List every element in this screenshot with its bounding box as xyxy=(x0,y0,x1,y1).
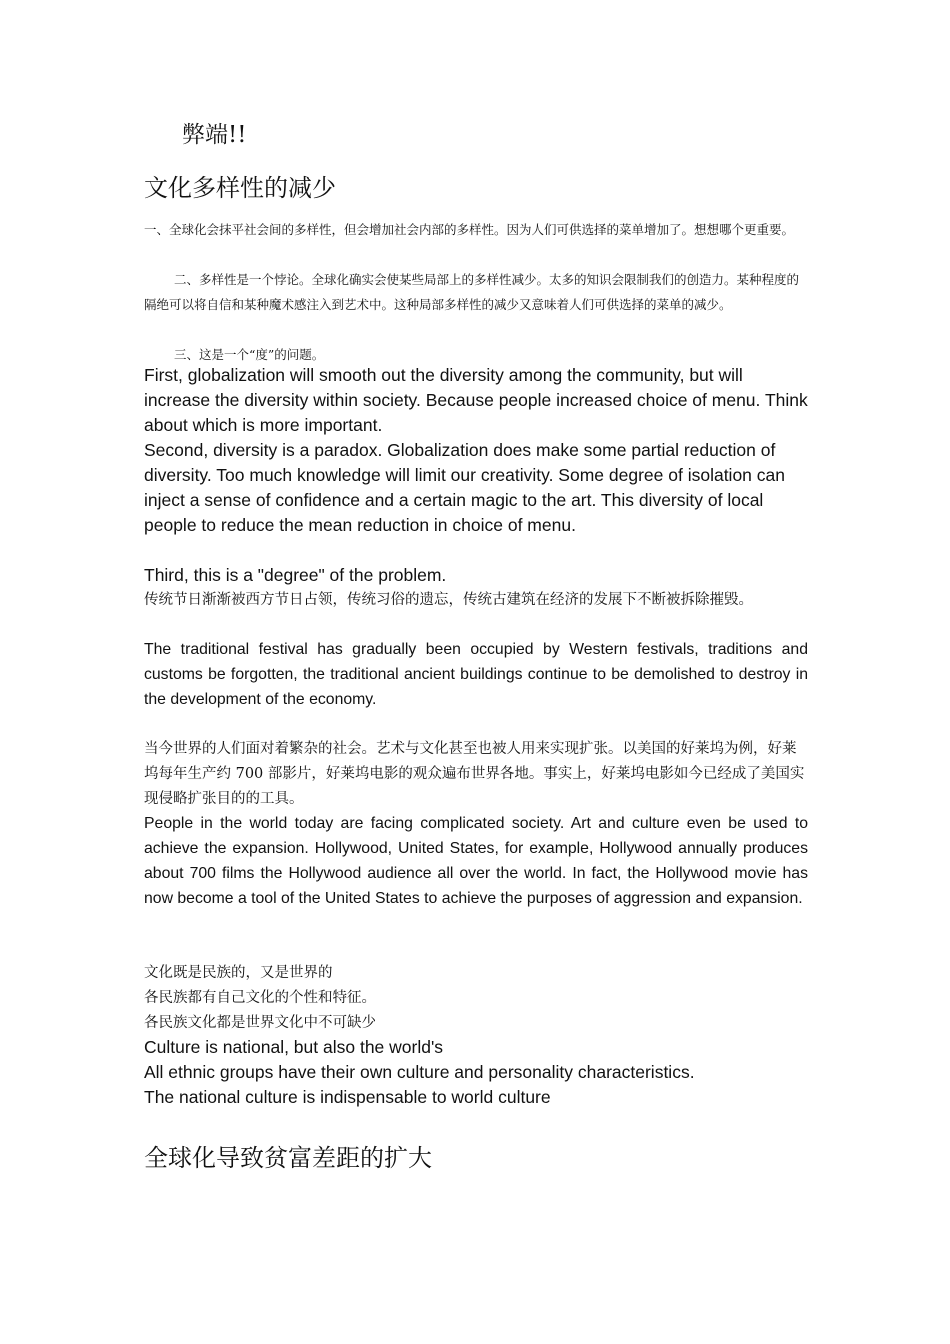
cn-point-1: 一、全球化会抹平社会间的多样性，但会增加社会内部的多样性。因为人们可供选择的菜单增加了。想想哪个更重要。 xyxy=(144,222,795,237)
national-en-line: All ethnic groups have their own culture and personality characteristics. xyxy=(144,1062,695,1082)
national-cn xyxy=(144,961,808,1036)
en-point-2: Second, diversity is a paradox. Globalization does make some partial reduction of diversity. Too much knowledge will limit our creativity. Some degree of isolation can inject a sense of confidence and a certain magic to the art. This diversity of local people to reduce the mean reduction in choice of menu. xyxy=(144,440,785,535)
hollywood-cn: 当今世界的人们面对着繁杂的社会。艺术与文化甚至也被人用来实现扩张。以美国的好莱坞为例，好莱坞每年生产约 700 部影片，好莱坞电影的观众遍布世界各地。事实上，好莱坞电影如今已经成了美国实现侵略扩张目的的工具。 xyxy=(144,741,805,807)
national-en xyxy=(144,1035,808,1110)
en-point-3: Third, this is a "degree" of the problem. xyxy=(144,565,447,585)
section-title-wealth-gap: 全球化导致贫富差距的扩大 xyxy=(144,1144,432,1172)
national-en-line: Culture is national, but also the world's xyxy=(144,1037,444,1057)
section-title-diversity: 文化多样性的减少 xyxy=(144,174,336,202)
en-point-1: First, globalization will smooth out the diversity among the community, but will increase the diversity within society. Because people increased choice of menu. Think about which is more important. xyxy=(144,365,808,435)
national-en-line: The national culture is indispensable to world culture xyxy=(144,1087,551,1107)
hollywood-en: People in the world today are facing complicated society. Art and culture even be used to achieve the expansion. Hollywood, United States, for example, Hollywood annually produces about 700 films the Hollywood audience all over the world. In fact, the Hollywood movie has now become a tool of the United States to achieve the purposes of aggression and expansion. xyxy=(144,815,808,907)
heading-drawbacks: 弊端!! xyxy=(182,122,247,148)
festival-en: The traditional festival has gradually been occupied by Western festivals, traditions and customs be forgotten, the traditional ancient buildings continue to be demolished to destroy in the development of the economy. xyxy=(144,641,808,708)
cn-point-2: 二、多样性是一个悖论。全球化确实会使某些局部上的多样性减少。太多的知识会限制我们的创造力。某种程度的隔绝可以将自信和某种魔术感注入到艺术中。这种局部多样性的减少又意味着人们可供选择的菜单的减少。 xyxy=(144,272,800,312)
festival-cn: 传统节日渐渐被西方节日占领，传统习俗的遗忘，传统古建筑在经济的发展下不断被拆除摧毁。 xyxy=(144,592,753,608)
cn-point-3: 三、这是一个“度”的问题。 xyxy=(174,347,325,362)
national-cn-line: 各民族文化都是世界文化中不可缺少 xyxy=(144,1015,376,1031)
national-cn-line: 文化既是民族的，又是世界的 xyxy=(144,965,333,981)
national-cn-line: 各民族都有自己文化的个性和特征。 xyxy=(144,990,376,1006)
